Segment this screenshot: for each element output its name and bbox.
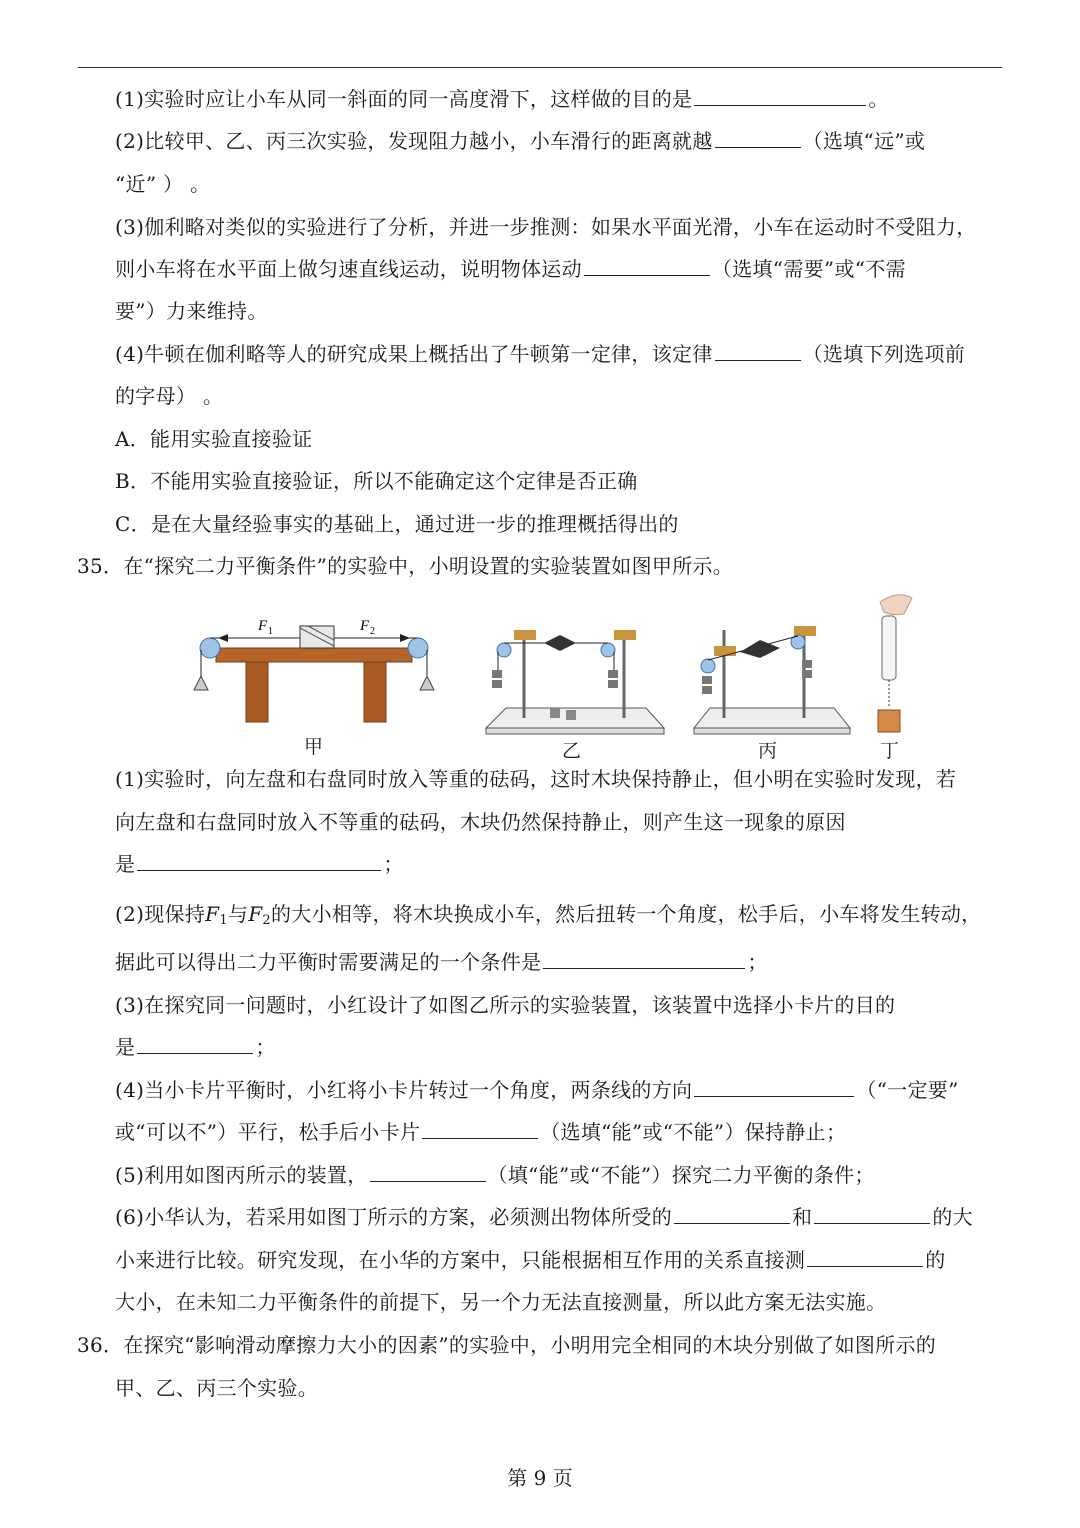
q35-p4-line2: 或“可以不”）平行，松手后小卡片 （选填“能”或“不能”）保持静止； xyxy=(115,1120,847,1144)
option-c: C．是在大量经验事实的基础上，通过进一步的推理概括得出的 xyxy=(115,512,679,536)
page-number: 9 xyxy=(533,1466,547,1490)
option-a: A．能用实验直接验证 xyxy=(115,427,313,451)
q35-p3-line2: 是 ； xyxy=(115,1035,276,1059)
answer-blank[interactable] xyxy=(422,1120,538,1139)
item-3: (3)伽利略对类似的实验进行了分析，并进一步推测：如果水平面光滑，小车在运动时不受阻力， xyxy=(115,215,977,239)
item-2: (2)比较甲、乙、丙三次实验，发现阻力越小，小车滑行的距离就越 （选填“远”或 xyxy=(115,129,926,153)
force-label-f2: F xyxy=(360,618,370,634)
figure-label-yi: 乙 xyxy=(562,740,582,762)
q35-p1-line3: 是 ； xyxy=(115,852,404,876)
figure-label-jia: 甲 xyxy=(304,736,324,758)
figure-label-bing: 丙 xyxy=(758,740,778,762)
figure-bing xyxy=(694,626,850,734)
force-label-f1-sub: 1 xyxy=(268,626,273,637)
header-rule xyxy=(78,67,1002,68)
force-label-f2-sub: 2 xyxy=(370,626,375,637)
q35-title: 35．在“探究二力平衡条件”的实验中，小明设置的实验装置如图甲所示。 xyxy=(77,554,734,578)
q35-p1-line2: 向左盘和右盘同时放入不等重的砝码，木块仍然保持静止，则产生这一现象的原因 xyxy=(115,810,846,834)
answer-blank[interactable] xyxy=(137,852,381,871)
q35-p2-line2: 据此可以得出二力平衡时需要满足的一个条件是 ； xyxy=(115,950,768,974)
answer-blank[interactable] xyxy=(814,1205,930,1224)
option-b: B．不能用实验直接验证，所以不能确定这个定律是否正确 xyxy=(115,469,638,493)
page-footer: 第 9 页 xyxy=(507,1466,573,1490)
apparatus-illustration xyxy=(188,590,928,758)
force-label-f1: F xyxy=(258,618,268,634)
answer-blank[interactable] xyxy=(543,950,745,969)
q35-p6-line2: 小来进行比较。研究发现，在小华的方案中，只能根据相互作用的关系直接测 的 xyxy=(115,1248,946,1272)
answer-blank[interactable] xyxy=(694,1078,854,1097)
answer-blank[interactable] xyxy=(584,257,710,276)
q35-p4-line1: (4)当小卡片平衡时，小红将小卡片转过一个角度，两条线的方向 （“一定要” xyxy=(115,1078,959,1102)
figure-ding xyxy=(878,595,912,732)
q35-p2-line1: (2)现保持$F_1$与$F_2$的大小相等，将木块换成小车，然后扭转一个角度，松手后，小车将发生转动， xyxy=(115,902,982,928)
q35-p3-line1: (3)在探究同一问题时，小红设计了如图乙所示的实验装置，该装置中选择小卡片的目的 xyxy=(115,993,896,1017)
q36-line2: 甲、乙、丙三个实验。 xyxy=(115,1376,318,1400)
item-3-line3: 要”）力来维持。 xyxy=(115,299,268,323)
answer-blank[interactable] xyxy=(807,1248,923,1267)
q35-p6-line3: 大小，在未知二力平衡条件的前提下，另一个力无法直接测量，所以此方案无法实施。 xyxy=(115,1290,887,1314)
answer-blank[interactable] xyxy=(715,342,801,361)
item-3-line2: 则小车将在水平面上做匀速直线运动，说明物体运动 （选填“需要”或“不需 xyxy=(115,257,906,281)
q35-p6-line1: (6)小华认为，若采用如图丁所示的方案，必须测出物体所受的 和 的大 xyxy=(115,1205,973,1229)
q35-p1-line1: (1)实验时，向左盘和右盘同时放入等重的砝码，这时木块保持静止，但小明在实验时发现，若 xyxy=(115,767,957,791)
answer-blank[interactable] xyxy=(137,1035,253,1054)
answer-blank[interactable] xyxy=(674,1205,790,1224)
experiment-figure xyxy=(188,590,928,762)
answer-blank[interactable] xyxy=(715,129,801,148)
answer-blank[interactable] xyxy=(370,1163,486,1182)
item-1: (1)实验时应让小车从同一斜面的同一高度滑下，这样做的目的是 。 xyxy=(115,87,889,111)
figure-label-ding: 丁 xyxy=(880,740,900,762)
q35-p5: (5)利用如图丙所示的装置， （填“能”或“不能”）探究二力平衡的条件； xyxy=(115,1163,875,1187)
figure-jia xyxy=(194,618,434,722)
answer-blank[interactable] xyxy=(694,87,866,106)
figure-yi xyxy=(486,630,664,734)
item-4-cont: 的字母） 。 xyxy=(115,384,224,408)
item-4: (4)牛顿在伽利略等人的研究成果上概括出了牛顿第一定律，该定律 （选填下列选项前 xyxy=(115,342,966,366)
item-2-cont: “近” ） 。 xyxy=(115,172,211,196)
q36-line1: 36．在探究“影响滑动摩擦力大小的因素”的实验中，小明用完全相同的木块分别做了如图所示的 xyxy=(77,1333,937,1357)
